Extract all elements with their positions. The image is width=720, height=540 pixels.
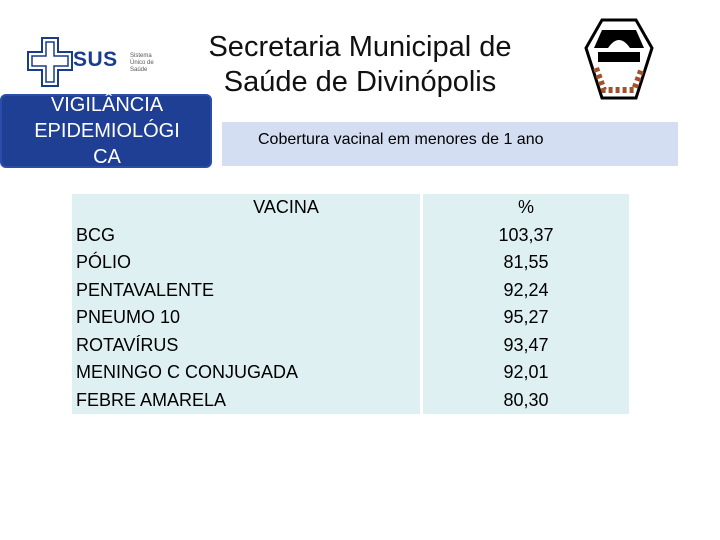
section-label-line3: CA	[93, 146, 121, 168]
coverage-value: 95,27	[503, 307, 549, 327]
coverage-value: 81,55	[503, 252, 549, 272]
subtitle-text: Cobertura vacinal em menores de 1 ano	[258, 131, 544, 148]
coverage-value: 92,01	[503, 362, 549, 382]
vaccine-name: PENTAVALENTE	[76, 279, 215, 300]
vaccine-name: PÓLIO	[76, 252, 132, 272]
vaccine-table	[69, 191, 632, 417]
coverage-value: 80,30	[503, 389, 549, 410]
sus-cross-icon	[26, 36, 76, 88]
sus-sub-line: Saúde	[130, 67, 148, 73]
city-emblem-icon	[584, 18, 654, 100]
page-title-line1: Secretaria Municipal de	[208, 31, 512, 63]
vaccine-name: MENINGO C CONJUGADA	[76, 362, 299, 382]
coverage-column	[423, 194, 629, 414]
vaccine-name-column	[72, 194, 420, 414]
vaccine-name: ROTAVÍRUS	[76, 334, 179, 355]
vaccine-name: FEBRE AMARELA	[76, 389, 227, 410]
sus-sub-line: Único de	[130, 60, 154, 66]
coverage-column-header: %	[517, 197, 534, 217]
coverage-value: 92,24	[503, 279, 549, 300]
page-title	[150, 30, 570, 100]
page-title-line2: Saúde de Divinópolis	[223, 66, 497, 98]
section-label-line2: EPIDEMIOLÓGI	[34, 120, 180, 142]
section-label	[0, 92, 214, 170]
sus-sub-line: Sistema	[130, 53, 152, 59]
sus-logo-label: SUS	[73, 48, 118, 71]
coverage-value: 93,47	[503, 334, 549, 355]
vaccine-column-header: VACINA	[253, 197, 319, 217]
vaccine-name: PNEUMO 10	[76, 307, 181, 327]
section-label-line1: VIGILÂNCIA	[50, 94, 164, 116]
coverage-value: 103,37	[498, 224, 554, 245]
vaccine-name: BCG	[76, 224, 116, 245]
